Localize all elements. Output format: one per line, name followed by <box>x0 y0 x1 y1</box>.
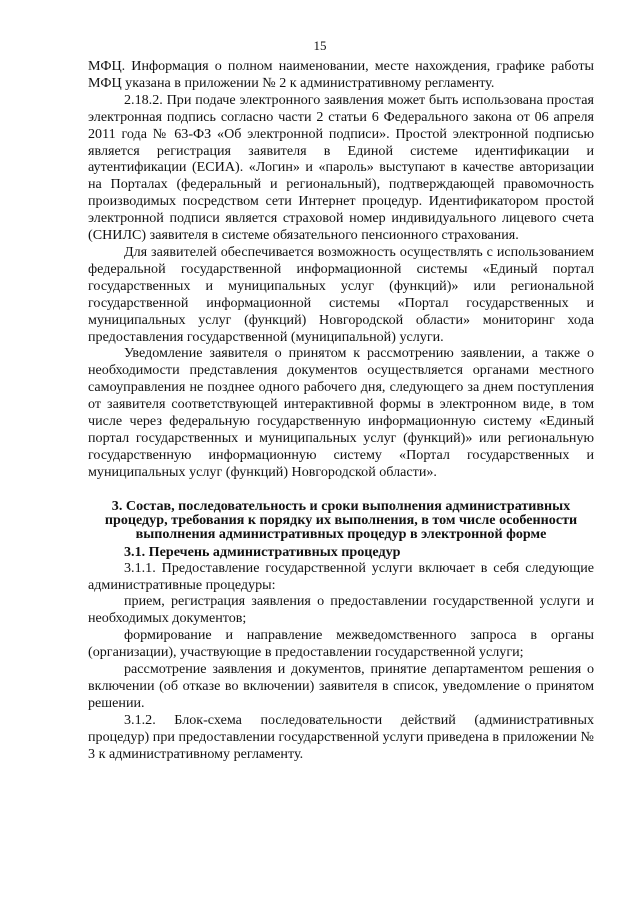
subsection-heading: 3.1. Перечень административных процедур <box>124 543 401 560</box>
paragraph-mfc-info: МФЦ. Информация о полном наименовании, месте нахождения, графике работы МФЦ указана в приложении № 2 к административному регламенту. <box>88 58 594 91</box>
section-heading: 3. Состав, последовательность и сроки выполнения административных процедур, требования к порядку их выполнения, в том числе особенности выполнения административных процедур в электронной форме <box>104 497 578 542</box>
paragraph-electronic-signature: 2.18.2. При подаче электронного заявления может быть использована простая электронная подпись согласно части 2 статьи 6 Федерального закона от 06 апреля 2011 года № 63-ФЗ «Об электронной подписи». Простой электронной подписью является регистрация заявителя в Единой системе идентификации и аутентификации (ЕСИА). «Логин» и «пароль» выступают в качестве авторизации на Порталах (федеральный и региональный), подтверждающей правомочность производимых посредством сети Интернет процедур. Идентификатором простой электронной подписи является страховой номер индивидуального лицевого счета (СНИЛС) заявителя в системе обязательного пенсионного страхования. <box>88 91 594 244</box>
document-body <box>88 58 594 763</box>
paragraph-procedures-intro: 3.1.1. Предоставление государственной услуги включает в себя следующие административные процедуры: <box>88 559 594 593</box>
list-item-reception: прием, регистрация заявления о предоставлении государственной услуги и необходимых документов; <box>88 593 594 627</box>
list-item-interagency-request: формирование и направление межведомственного запроса в органы (организации), участвующие в предоставлении государственной услуги; <box>88 627 594 661</box>
paragraph-monitoring: Для заявителей обеспечивается возможность осуществлять с использованием федеральной государственной информационной системы «Единый портал государственных и муниципальных услуг (функций)» или региональной государственной информационной системы «Портал государственных и муниципальных услуг (функций) Новгородской области» мониторинг хода предоставления государственной (муниципальной) услуги. <box>88 243 594 345</box>
paragraph-flowchart-reference: 3.1.2. Блок-схема последовательности действий (административных процедур) при предоставлении государственной услуги приведена в приложении № 3 к административному регламенту. <box>88 711 594 762</box>
page-number: 15 <box>313 38 327 53</box>
list-item-consideration: рассмотрение заявления и документов, принятие департаментом решения о включении (об отказе во включении) заявителя в список, уведомление о принятом решении. <box>88 661 594 711</box>
paragraph-notification: Уведомление заявителя о принятом к рассмотрению заявлении, а также о необходимости представления документов осуществляется органами местного самоуправления не позднее одного рабочего дня, следующего за днем поступления от заявителя соответствующей интерактивной формы в электронном виде, в том числе через федеральную государственную информационную систему «Единый портал государственных и муниципальных услуг (функций)» или региональную государственную информационную систему «Портал государственных и муниципальных услуг (функций) Новгородской области». <box>88 345 594 480</box>
